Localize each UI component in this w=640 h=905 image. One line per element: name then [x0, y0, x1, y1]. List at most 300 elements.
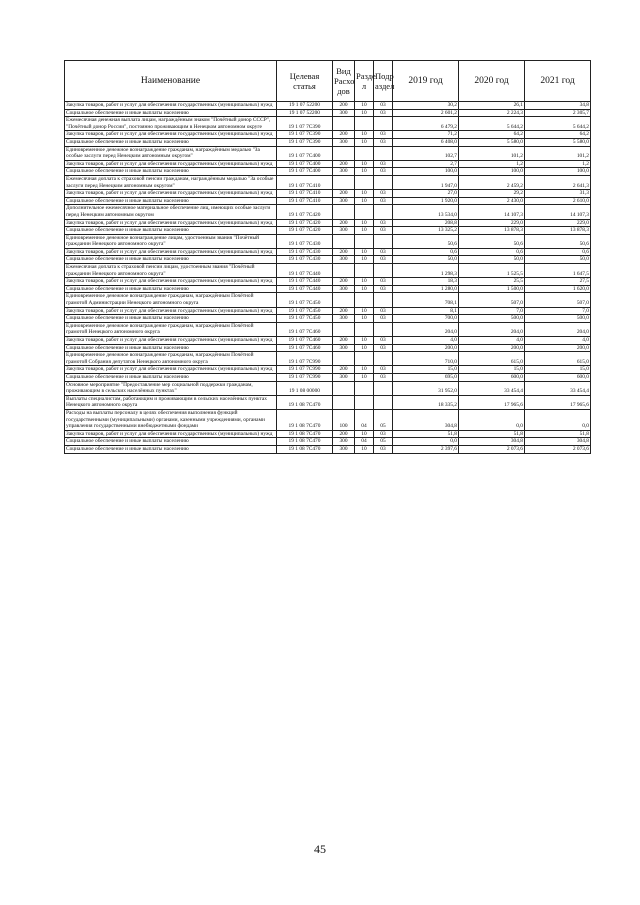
row-name: Ежемесячная доплата к страховой пенсии лицам, удостоенным звания "Почётный гражданин Ненецкого автономного округа"	[65, 264, 277, 278]
row-section	[355, 117, 374, 131]
header-target-article: Целевая статья	[277, 61, 333, 102]
row-expense-type: 300	[333, 138, 355, 146]
row-target-article: 19 1 07 7С460	[277, 344, 333, 352]
row-section: 04	[355, 438, 374, 446]
table-row	[65, 131, 591, 139]
row-subsection	[374, 395, 393, 409]
row-value-2019: 6 408,0	[393, 138, 459, 146]
row-section	[355, 205, 374, 219]
row-expense-type: 300	[333, 109, 355, 117]
row-value-2020: 5 644,2	[459, 117, 525, 131]
row-value-2019: 18,3	[393, 278, 459, 286]
row-value-2019: 1 920,0	[393, 197, 459, 205]
row-value-2019: 8,1	[393, 307, 459, 315]
row-target-article: 19 1 07 7С430	[277, 256, 333, 264]
row-name: Выплаты специалистам, работающим и проживающим в сельских населённых пунктах Ненецкого автономного округа	[65, 395, 277, 409]
table-row	[65, 160, 591, 168]
row-value-2019: 13 325,2	[393, 227, 459, 235]
row-value-2021: 14 107,3	[525, 205, 591, 219]
row-expense-type	[333, 234, 355, 248]
row-subsection	[374, 381, 393, 395]
row-value-2020: 0,6	[459, 248, 525, 256]
row-value-2020: 2 073,6	[459, 445, 525, 453]
row-value-2020: 507,0	[459, 293, 525, 307]
row-target-article: 19 1 08 7С470	[277, 445, 333, 453]
row-subsection: 03	[374, 278, 393, 286]
row-name: Социальное обеспечение и иные выплаты населению	[65, 168, 277, 176]
row-target-article: 19 1 07 7С400	[277, 160, 333, 168]
row-value-2021: 5 644,2	[525, 117, 591, 131]
row-target-article: 19 1 07 52200	[277, 109, 333, 117]
row-target-article: 19 1 08 00000	[277, 381, 333, 395]
row-expense-type	[333, 381, 355, 395]
table-row	[65, 381, 591, 395]
row-section	[355, 175, 374, 189]
row-value-2021: 204,0	[525, 322, 591, 336]
row-value-2021: 1 647,5	[525, 264, 591, 278]
row-value-2021: 200,0	[525, 344, 591, 352]
row-section: 10	[355, 307, 374, 315]
row-subsection: 03	[374, 315, 393, 323]
table-row	[65, 366, 591, 374]
row-value-2020: 17 965,6	[459, 395, 525, 409]
row-subsection: 03	[374, 168, 393, 176]
row-value-2019: 304,8	[393, 409, 459, 430]
row-section: 10	[355, 131, 374, 139]
row-subsection: 03	[374, 248, 393, 256]
row-name: Дополнительное ежемесячное материальное обеспечение лиц, имеющих особые заслуги перед Ненецким автономным округом	[65, 205, 277, 219]
row-value-2021: 5 580,0	[525, 138, 591, 146]
row-section: 10	[355, 278, 374, 286]
table-row	[65, 190, 591, 198]
row-expense-type	[333, 205, 355, 219]
table-row	[65, 430, 591, 438]
row-name: Социальное обеспечение и иные выплаты населению	[65, 256, 277, 264]
budget-table	[64, 60, 591, 454]
row-value-2020: 50,0	[459, 256, 525, 264]
row-section	[355, 146, 374, 160]
row-subsection: 03	[374, 285, 393, 293]
row-name: Закупка товаров, работ и услуг для обеспечения государственных (муниципальных) нужд	[65, 337, 277, 345]
row-value-2019: 100,0	[393, 168, 459, 176]
row-value-2021: 304,8	[525, 438, 591, 446]
row-value-2020: 1,2	[459, 160, 525, 168]
row-target-article: 19 1 07 7С460	[277, 337, 333, 345]
row-name: Социальное обеспечение и иные выплаты населению	[65, 373, 277, 381]
row-name: Закупка товаров, работ и услуг для обеспечения государственных (муниципальных) нужд	[65, 366, 277, 374]
row-expense-type: 300	[333, 285, 355, 293]
row-name: Единовременное денежное вознаграждение гражданам, награждённым медалью "За особые заслуги перед Ненецким автономным округом"	[65, 146, 277, 160]
row-subsection	[374, 205, 393, 219]
row-value-2019: 710,0	[393, 352, 459, 366]
row-value-2020: 2 430,0	[459, 197, 525, 205]
row-name: Социальное обеспечение и иные выплаты населению	[65, 227, 277, 235]
budget-table-sheet	[64, 60, 590, 454]
row-subsection: 03	[374, 337, 393, 345]
row-target-article: 19 1 07 7С390	[277, 131, 333, 139]
row-section: 10	[355, 445, 374, 453]
row-value-2019: 4,0	[393, 337, 459, 345]
row-value-2020: 204,0	[459, 322, 525, 336]
row-expense-type	[333, 264, 355, 278]
row-subsection: 05	[374, 409, 393, 430]
row-subsection	[374, 146, 393, 160]
row-target-article: 19 1 08 7С470	[277, 409, 333, 430]
row-target-article: 19 1 08 7С470	[277, 395, 333, 409]
row-value-2020: 33 454,4	[459, 381, 525, 395]
row-subsection: 03	[374, 219, 393, 227]
row-value-2019: 0,6	[393, 248, 459, 256]
row-subsection: 03	[374, 430, 393, 438]
row-value-2020: 1 500,0	[459, 285, 525, 293]
row-section	[355, 264, 374, 278]
row-name: Закупка товаров, работ и услуг для обеспечения государственных (муниципальных) нужд	[65, 430, 277, 438]
table-row	[65, 248, 591, 256]
row-target-article: 19 1 07 7С420	[277, 219, 333, 227]
row-expense-type: 200	[333, 131, 355, 139]
row-expense-type	[333, 175, 355, 189]
header-year-2020: 2020 год	[459, 61, 525, 102]
row-subsection	[374, 322, 393, 336]
row-target-article: 19 1 07 7С450	[277, 315, 333, 323]
row-expense-type: 200	[333, 219, 355, 227]
row-value-2021: 50,0	[525, 256, 591, 264]
row-expense-type	[333, 322, 355, 336]
row-expense-type	[333, 117, 355, 131]
row-name: Ежемесячная доплата к страховой пенсии гражданам, награждённым медалью "За особые заслуги перед Ненецким автономным округом"	[65, 175, 277, 189]
row-value-2019: 51,8	[393, 430, 459, 438]
row-name: Единовременное денежное вознаграждение лицам, удостоенным звания "Почётный гражданин Ненецкого автономного округа"	[65, 234, 277, 248]
row-value-2020: 51,8	[459, 430, 525, 438]
row-expense-type: 300	[333, 256, 355, 264]
row-name: Единовременное денежное вознаграждение гражданам, награждённым Почётной грамотой Администрации Ненецкого автономного округа	[65, 293, 277, 307]
table-row	[65, 307, 591, 315]
row-subsection: 03	[374, 307, 393, 315]
table-row	[65, 315, 591, 323]
row-value-2021: 17 965,6	[525, 395, 591, 409]
row-value-2019: 0,0	[393, 438, 459, 446]
row-value-2021: 51,8	[525, 430, 591, 438]
row-section: 10	[355, 168, 374, 176]
row-target-article: 19 1 07 7С450	[277, 307, 333, 315]
row-value-2021: 15,0	[525, 366, 591, 374]
row-section	[355, 234, 374, 248]
row-expense-type	[333, 352, 355, 366]
table-row	[65, 438, 591, 446]
row-section: 10	[355, 160, 374, 168]
row-expense-type: 200	[333, 337, 355, 345]
table-row	[65, 197, 591, 205]
row-value-2020: 229,0	[459, 219, 525, 227]
row-name: Социальное обеспечение и иные выплаты населению	[65, 344, 277, 352]
row-expense-type: 300	[333, 373, 355, 381]
row-value-2021: 33 454,4	[525, 381, 591, 395]
row-value-2019: 200,0	[393, 344, 459, 352]
row-value-2021: 1,2	[525, 160, 591, 168]
row-value-2020: 0,0	[459, 409, 525, 430]
row-target-article: 19 1 07 7С440	[277, 285, 333, 293]
row-target-article: 19 1 07 7С410	[277, 175, 333, 189]
header-row	[65, 61, 591, 102]
row-value-2021: 500,0	[525, 315, 591, 323]
table-row	[65, 352, 591, 366]
row-subsection	[374, 293, 393, 307]
row-name: Единовременное денежное вознаграждение гражданам, награждённым Почётной грамотой Ненецкого автономного округа	[65, 322, 277, 336]
row-value-2019: 1 947,0	[393, 175, 459, 189]
row-target-article: 19 1 07 7С990	[277, 373, 333, 381]
row-value-2019: 102,7	[393, 146, 459, 160]
row-value-2020: 14 107,3	[459, 205, 525, 219]
row-value-2019: 50,6	[393, 234, 459, 248]
row-value-2021: 101,2	[525, 146, 591, 160]
row-target-article: 19 1 07 7С410	[277, 190, 333, 198]
row-subsection: 03	[374, 373, 393, 381]
row-target-article: 19 1 07 7С460	[277, 322, 333, 336]
row-expense-type: 200	[333, 102, 355, 110]
table-row	[65, 102, 591, 110]
row-value-2019: 2 601,2	[393, 109, 459, 117]
row-value-2019: 700,0	[393, 315, 459, 323]
row-value-2021: 2 610,0	[525, 197, 591, 205]
row-value-2019: 2,7	[393, 160, 459, 168]
table-row	[65, 117, 591, 131]
row-value-2019: 695,0	[393, 373, 459, 381]
row-value-2021: 1 620,0	[525, 285, 591, 293]
row-section: 10	[355, 373, 374, 381]
row-value-2019: 208,8	[393, 219, 459, 227]
row-section: 10	[355, 227, 374, 235]
row-expense-type	[333, 146, 355, 160]
row-expense-type: 300	[333, 445, 355, 453]
header-year-2019: 2019 год	[393, 61, 459, 102]
row-name: Единовременное денежное вознаграждение гражданам, награждённым Почётной грамотой Собрания депутатов Ненецкого автономного округа	[65, 352, 277, 366]
row-name: Закупка товаров, работ и услуг для обеспечения государственных (муниципальных) нужд	[65, 278, 277, 286]
row-value-2019: 204,0	[393, 322, 459, 336]
row-value-2021: 31,3	[525, 190, 591, 198]
row-value-2020: 13 878,3	[459, 227, 525, 235]
row-name: Закупка товаров, работ и услуг для обеспечения государственных (муниципальных) нужд	[65, 248, 277, 256]
row-section: 10	[355, 219, 374, 227]
row-section	[355, 352, 374, 366]
row-value-2019: 708,1	[393, 293, 459, 307]
row-target-article: 19 1 07 7С990	[277, 352, 333, 366]
header-section: Разде л	[355, 61, 374, 102]
row-value-2020: 7,0	[459, 307, 525, 315]
row-value-2021: 2 641,3	[525, 175, 591, 189]
row-subsection: 03	[374, 109, 393, 117]
row-name: Закупка товаров, работ и услуг для обеспечения государственных (муниципальных) нужд	[65, 219, 277, 227]
row-section: 10	[355, 256, 374, 264]
row-name: Ежемесячная денежная выплата лицам, награждённым знаком "Почётный донор СССР", "Почётный донор России", постоянно проживающим в Ненецком автономном округе	[65, 117, 277, 131]
row-section: 10	[355, 366, 374, 374]
row-value-2020: 600,0	[459, 373, 525, 381]
row-expense-type: 300	[333, 197, 355, 205]
row-value-2020: 64,2	[459, 131, 525, 139]
row-target-article: 19 1 07 7С990	[277, 366, 333, 374]
table-row	[65, 285, 591, 293]
table-row	[65, 146, 591, 160]
row-value-2019: 13 534,0	[393, 205, 459, 219]
row-value-2021: 2 305,7	[525, 109, 591, 117]
row-target-article: 19 1 07 7С410	[277, 197, 333, 205]
row-target-article: 19 1 08 7С470	[277, 438, 333, 446]
row-target-article: 19 1 07 7С430	[277, 234, 333, 248]
row-name: Расходы на выплаты персоналу в целях обеспечения выполнения функций государственными (муниципальными) органами, казенными учреждениями, органами управления государственными внебюджетными фондами	[65, 409, 277, 430]
row-value-2021: 50,6	[525, 234, 591, 248]
row-value-2021: 229,0	[525, 219, 591, 227]
table-row	[65, 227, 591, 235]
table-row	[65, 205, 591, 219]
row-value-2020: 100,0	[459, 168, 525, 176]
row-expense-type: 200	[333, 160, 355, 168]
row-value-2020: 5 580,0	[459, 138, 525, 146]
row-value-2020: 101,2	[459, 146, 525, 160]
row-subsection: 03	[374, 227, 393, 235]
row-value-2020: 29,2	[459, 190, 525, 198]
row-target-article: 19 1 07 7С420	[277, 205, 333, 219]
row-value-2021: 0,0	[525, 409, 591, 430]
row-value-2019: 6 479,2	[393, 117, 459, 131]
row-expense-type: 200	[333, 366, 355, 374]
row-subsection: 03	[374, 102, 393, 110]
row-subsection: 03	[374, 131, 393, 139]
row-value-2020: 615,0	[459, 352, 525, 366]
table-row	[65, 322, 591, 336]
row-subsection: 03	[374, 344, 393, 352]
row-expense-type: 200	[333, 248, 355, 256]
row-expense-type: 300	[333, 344, 355, 352]
row-target-article: 19 1 07 7С400	[277, 146, 333, 160]
row-subsection	[374, 234, 393, 248]
row-section: 10	[355, 344, 374, 352]
row-value-2020: 1 525,5	[459, 264, 525, 278]
row-subsection	[374, 175, 393, 189]
row-value-2019: 15,0	[393, 366, 459, 374]
row-name: Социальное обеспечение и иные выплаты населению	[65, 285, 277, 293]
row-subsection: 03	[374, 160, 393, 168]
row-target-article: 19 1 07 7С390	[277, 117, 333, 131]
row-section: 10	[355, 109, 374, 117]
row-expense-type: 300	[333, 227, 355, 235]
row-section: 10	[355, 248, 374, 256]
table-row	[65, 344, 591, 352]
table-row	[65, 168, 591, 176]
row-target-article: 19 1 07 7С440	[277, 278, 333, 286]
row-value-2021: 2 073,6	[525, 445, 591, 453]
row-expense-type: 200	[333, 190, 355, 198]
row-target-article: 19 1 08 7С470	[277, 430, 333, 438]
row-name: Закупка товаров, работ и услуг для обеспечения государственных (муниципальных) нужд	[65, 160, 277, 168]
table-row	[65, 219, 591, 227]
row-subsection: 05	[374, 438, 393, 446]
row-value-2020: 2 224,3	[459, 109, 525, 117]
table-row	[65, 445, 591, 453]
row-target-article: 19 1 07 7С400	[277, 168, 333, 176]
row-section: 10	[355, 197, 374, 205]
row-section: 10	[355, 315, 374, 323]
row-value-2020: 25,5	[459, 278, 525, 286]
table-row	[65, 175, 591, 189]
row-section	[355, 322, 374, 336]
row-value-2020: 304,8	[459, 438, 525, 446]
row-target-article: 19 1 07 7С440	[277, 264, 333, 278]
row-section	[355, 293, 374, 307]
row-expense-type: 200	[333, 430, 355, 438]
row-subsection: 03	[374, 256, 393, 264]
row-section	[355, 395, 374, 409]
table-row	[65, 234, 591, 248]
row-value-2019: 31 952,0	[393, 381, 459, 395]
row-value-2021: 600,0	[525, 373, 591, 381]
table-row	[65, 264, 591, 278]
row-value-2019: 71,2	[393, 131, 459, 139]
table-row	[65, 256, 591, 264]
table-row	[65, 293, 591, 307]
row-section: 10	[355, 430, 374, 438]
row-name: Закупка товаров, работ и услуг для обеспечения государственных (муниципальных) нужд	[65, 307, 277, 315]
table-row	[65, 138, 591, 146]
row-section: 10	[355, 190, 374, 198]
row-target-article: 19 1 07 7С450	[277, 293, 333, 307]
row-name: Закупка товаров, работ и услуг для обеспечения государственных (муниципальных) нужд	[65, 190, 277, 198]
row-value-2019: 27,0	[393, 190, 459, 198]
header-year-2021: 2021 год	[525, 61, 591, 102]
row-subsection: 03	[374, 138, 393, 146]
row-subsection: 03	[374, 197, 393, 205]
row-subsection: 03	[374, 445, 393, 453]
row-expense-type	[333, 293, 355, 307]
row-expense-type	[333, 395, 355, 409]
row-name: Социальное обеспечение и иные выплаты населению	[65, 315, 277, 323]
row-name: Социальное обеспечение и иные выплаты населению	[65, 138, 277, 146]
table-row	[65, 109, 591, 117]
row-value-2021: 34,8	[525, 102, 591, 110]
row-section: 10	[355, 337, 374, 345]
row-value-2021: 100,0	[525, 168, 591, 176]
table-row	[65, 373, 591, 381]
row-value-2019: 1 280,0	[393, 285, 459, 293]
row-value-2021: 27,5	[525, 278, 591, 286]
row-expense-type: 200	[333, 307, 355, 315]
row-subsection: 03	[374, 366, 393, 374]
table-row	[65, 395, 591, 409]
row-name: Социальное обеспечение и иные выплаты населению	[65, 109, 277, 117]
row-name: Социальное обеспечение и иные выплаты населению	[65, 438, 277, 446]
row-value-2019: 1 298,3	[393, 264, 459, 278]
page-number: 45	[314, 842, 326, 856]
row-subsection	[374, 117, 393, 131]
row-value-2021: 507,0	[525, 293, 591, 307]
row-value-2021: 4,0	[525, 337, 591, 345]
row-value-2020: 2 459,2	[459, 175, 525, 189]
row-expense-type: 300	[333, 438, 355, 446]
row-value-2019: 2 397,6	[393, 445, 459, 453]
row-value-2021: 64,2	[525, 131, 591, 139]
row-value-2020: 500,0	[459, 315, 525, 323]
row-value-2019: 50,0	[393, 256, 459, 264]
row-target-article: 19 1 07 52200	[277, 102, 333, 110]
row-name: Социальное обеспечение и иные выплаты населению	[65, 197, 277, 205]
row-target-article: 19 1 07 7С420	[277, 227, 333, 235]
row-section: 10	[355, 285, 374, 293]
row-name: Основное мероприятие "Предоставление мер социальной поддержки гражданам, проживающим в сельских населённых пунктах"	[65, 381, 277, 395]
table-row	[65, 409, 591, 430]
row-subsection: 03	[374, 190, 393, 198]
header-subsection: Подр аздел	[374, 61, 393, 102]
row-value-2021: 0,6	[525, 248, 591, 256]
row-target-article: 19 1 07 7С430	[277, 248, 333, 256]
row-expense-type: 100	[333, 409, 355, 430]
